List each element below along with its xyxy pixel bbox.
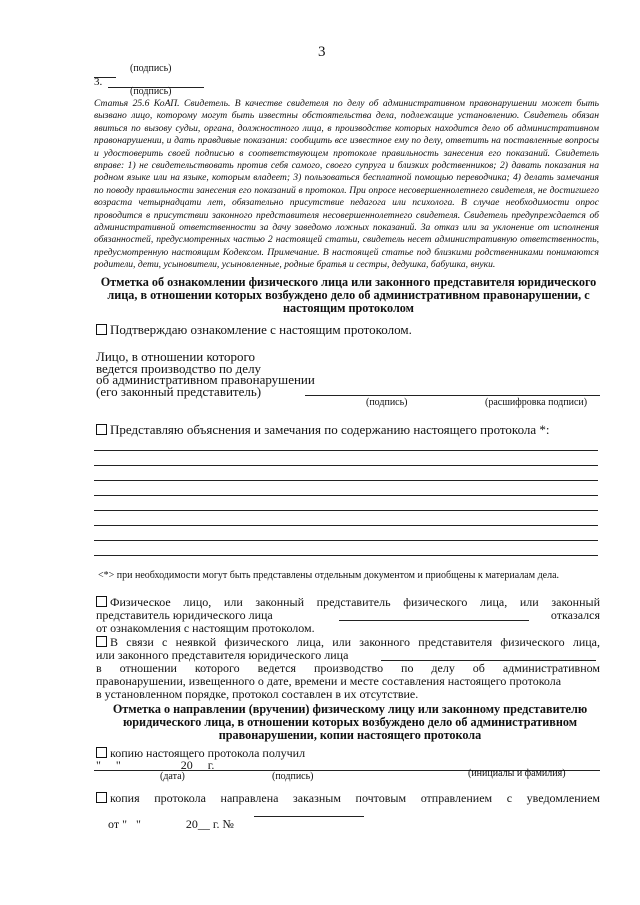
explanation-line[interactable]	[94, 495, 598, 496]
checkbox-icon	[96, 636, 107, 647]
signature-caption: (подпись)	[130, 86, 172, 97]
signature-caption: (подпись)	[130, 63, 172, 74]
person-line: Лицо, в отношении которого	[96, 349, 255, 364]
refused-block	[96, 596, 600, 635]
absence-line	[96, 649, 600, 662]
mailed-text: копия протокола направлена заказным почтовым отправлением с уведомлением	[110, 791, 600, 805]
refused-text: представитель юридического лица	[96, 608, 273, 622]
section-heading-delivery: Отметка о направлении (вручении) физическому лицу или законному представителю юридического лица, в отношении которых возбуждено дело об административном правонарушении, копии настоящего протокола	[112, 702, 588, 742]
refused-text: отказался	[550, 608, 600, 622]
person-line: ведется производство по делу	[96, 360, 262, 376]
checkbox-icon	[96, 596, 107, 607]
signature-caption: (подпись)	[366, 397, 408, 408]
explanation-line[interactable]	[94, 525, 598, 526]
explanation-line[interactable]	[94, 555, 598, 556]
mailed-text: от " " 20__ г. №	[108, 817, 234, 831]
confirm-acquaintance-checkbox[interactable]	[96, 323, 412, 337]
explanation-line[interactable]	[94, 450, 598, 451]
person-line: об административном правонарушении	[96, 372, 315, 387]
explanation-line[interactable]	[94, 540, 598, 541]
footnote: <*> при необходимости могут быть представлены отдельным документом и приобщены к материалам дела.	[98, 570, 560, 581]
item-number: 3.	[94, 76, 103, 88]
number-line[interactable]	[254, 816, 364, 817]
name-line[interactable]	[381, 660, 596, 661]
copy-received-label: копию настоящего протокола получил	[110, 746, 306, 760]
signature-line	[305, 395, 600, 396]
checkbox-icon	[96, 424, 107, 435]
explanations-label: Представляю объяснения и замечания по содержанию настоящего протокола *:	[110, 422, 550, 437]
refused-line: от ознакомления с настоящим протоколом.	[96, 621, 315, 635]
checkbox-icon	[96, 747, 107, 758]
absence-line: в отношении которого ведется производство по делу об административном	[96, 661, 600, 675]
absence-block	[96, 636, 600, 701]
page-number: 3	[318, 44, 326, 60]
checkbox-icon	[96, 324, 107, 335]
refused-text: Физическое лицо, или законный представитель физического лица, или законный	[110, 595, 600, 609]
checkbox-icon	[96, 792, 107, 803]
refused-line	[96, 609, 600, 622]
explanation-line[interactable]	[94, 480, 598, 481]
absence-line: в установленном порядке, протокол составлен в их отсутствие.	[96, 687, 419, 701]
date-caption: (дата)	[160, 771, 185, 782]
absence-line: правонарушении, извещенного о дате, времени и месте составления настоящего протокола	[96, 674, 562, 688]
confirm-label: Подтверждаю ознакомление с настоящим протоколом.	[110, 322, 412, 337]
absence-text: В связи с неявкой физического лица, или законного представителя физического лица,	[110, 635, 600, 649]
explanation-line[interactable]	[94, 465, 598, 466]
person-line: (его законный представитель)	[96, 383, 262, 399]
article-25-6-text: Статья 25.6 КоАП. Свидетель. В качестве свидетеля по делу об административном правонарушении может быть вызвано лицо, которому могут быть известны обстоятельства дела, подлежащие установлению. Свидетель обязан явиться по вызову судьи, органа, должностного лица, в производстве которых находится дело об административном правонарушении, и дать правдивые показания: сообщить все известное ему по делу, ответить на поставленные вопросы и удостоверить своей подписью в соответствующем протоколе правильность занесения его показаний. Свидетель вправе: 1) не свидетельствовать против себя самого, своего супруга и близких родственников; 2) давать показания на родном языке или на языке, которым владеет; 3) пользоваться бесплатной помощью переводчика; 4) делать замечания по поводу правильности занесения его показаний в протокол. При опросе несовершеннолетнего свидетеля, не достигшего возраста четырнадцати лет, обязательно присутствие педагога или психолога. В случае необходимости опрос проводится в присутствии законного представителя несовершеннолетнего свидетеля. Свидетель предупреждается об административной ответственности за дачу заведомо ложных показаний. За отказ или за уклонение от исполнения обязанностей, предусмотренных частью 2 настоящей статьи, свидетель несет административную ответственность, предусмотренную настоящим Кодексом. Примечание. В настоящей статье под близкими родственниками понимаются родители, дети, усыновители, усыновленные, родные братья и сестры, дедушка, бабушка, внуки.	[94, 98, 599, 271]
signature-caption: (подпись)	[272, 771, 314, 782]
decoding-caption: (расшифровка подписи)	[485, 397, 588, 408]
mailed-block	[96, 791, 600, 831]
name-line[interactable]	[339, 620, 529, 621]
explanation-line[interactable]	[94, 510, 598, 511]
explanations-checkbox[interactable]	[96, 423, 550, 437]
mailed-line[interactable]	[96, 792, 600, 805]
section-heading-acquaintance: Отметка об ознакомлении физического лица или законного представителя юридического лица, в отношении которых возбуждено дело об административном правонарушении, с настоящим протоколом	[100, 275, 597, 315]
name-caption: (инициалы и фамилия)	[468, 768, 566, 779]
mailed-line	[96, 805, 600, 831]
absence-text: или законного представителя юридического лица	[96, 648, 349, 662]
date-field[interactable]: " " 20 г.	[96, 758, 215, 772]
person-label-block	[96, 351, 315, 397]
